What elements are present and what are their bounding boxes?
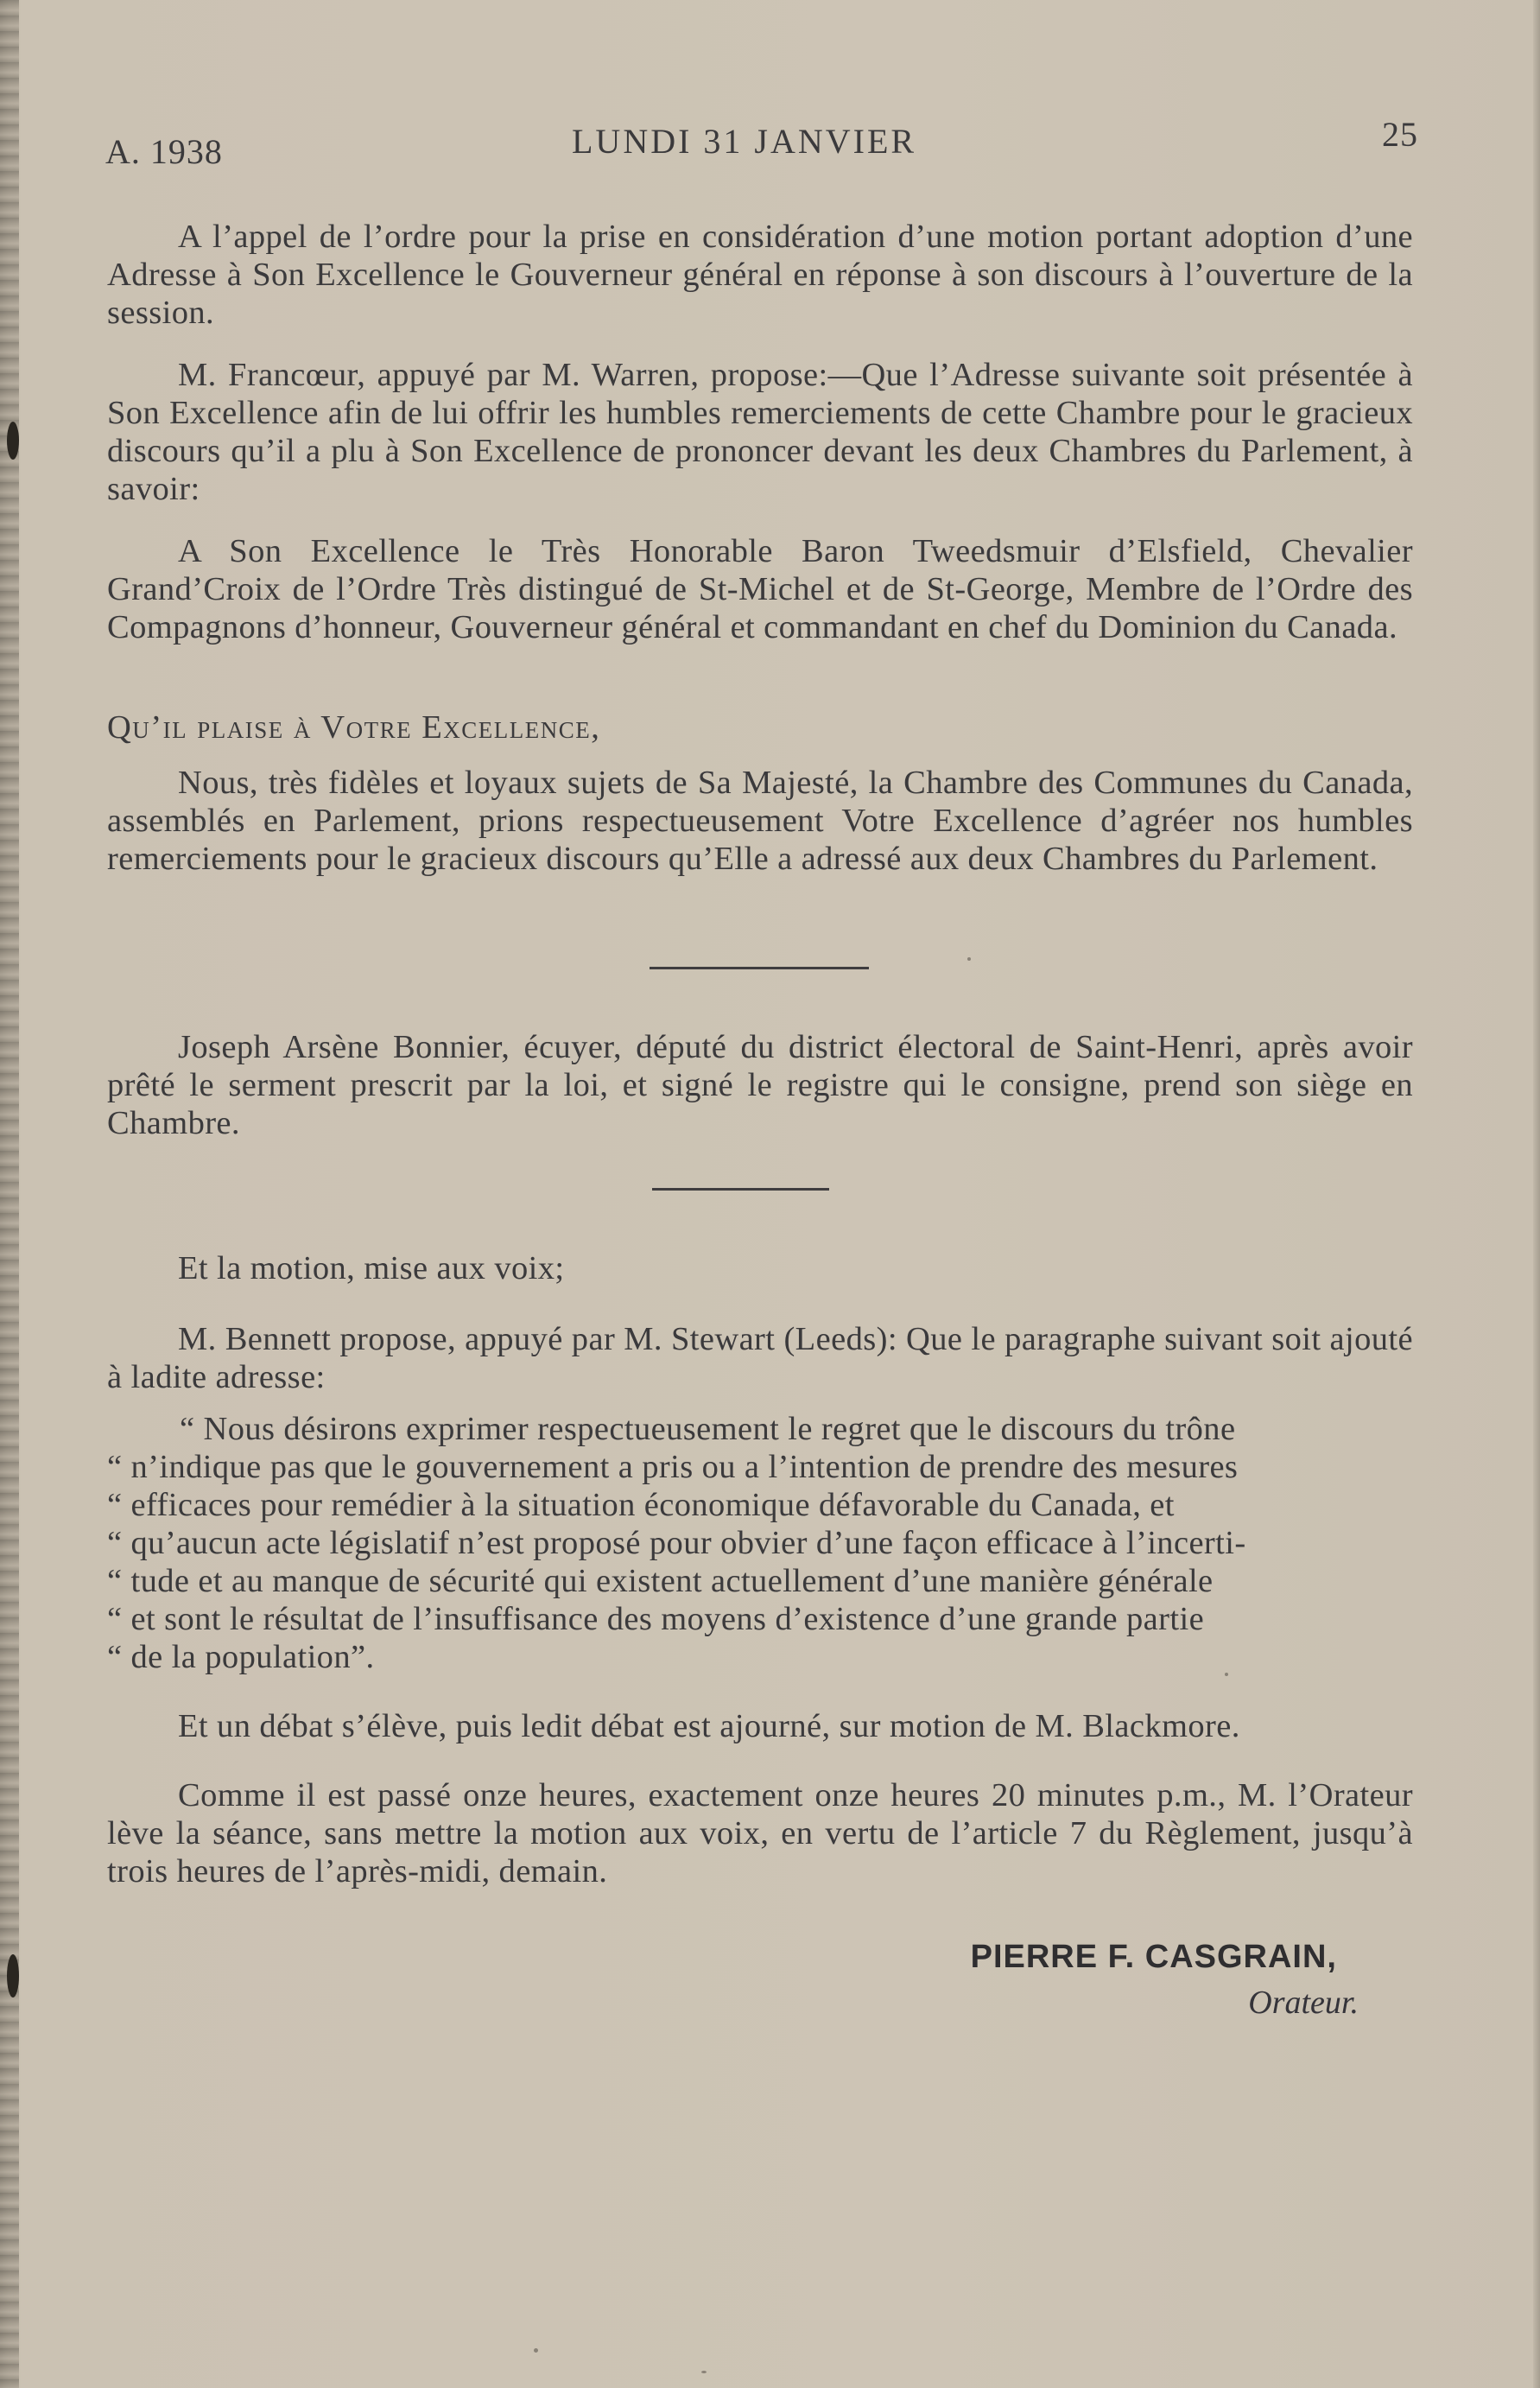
paper-speck: [1225, 1673, 1228, 1676]
quote-line: “ Nous désirons exprimer respectueusement le regret que le discours du trône: [180, 1411, 1236, 1447]
paragraph-bennett-amendment: M. Bennett propose, appuyé par M. Stewart (Leeds): Que le paragraphe suivant soit ajouté à ladite adresse:: [107, 1321, 1413, 1395]
page-number: 25: [1382, 115, 1418, 154]
paragraph-sitting-adjourned: Comme il est passé onze heures, exactement onze heures 20 minutes p.m., M. l’Orateur lève la séance, sans mettre la motion aux voix, en vertu de l’article 7 du Règlement, jusqu’à trois heures de l’après-midi, demain.: [107, 1777, 1413, 1889]
quote-line: “ tude et au manque de sécurité qui existent actuellement d’une manière générale: [107, 1563, 1214, 1599]
paragraph-bonnier-oath: Joseph Arsène Bonnier, écuyer, député du district électoral de Saint-Henri, après avoir prêté le serment prescrit par la loi, et signé le registre qui le consigne, prend son siège en Chambre.: [107, 1029, 1413, 1141]
quote-line: “ qu’aucun acte législatif n’est proposé pour obvier d’une façon efficace à l’incerti-: [107, 1525, 1246, 1561]
amendment-quote: [107, 1410, 1413, 1676]
quote-line: “ de la population”.: [107, 1639, 375, 1675]
section-divider: [652, 1188, 829, 1191]
quote-line: “ et sont le résultat de l’insuffisance des moyens d’existence d’une grande partie: [107, 1601, 1205, 1637]
paragraph-address-body: Nous, très fidèles et loyaux sujets de Sa Majesté, la Chambre des Communes du Canada, assemblés en Parlement, prions respectueusement Votre Excellence d’agréer nos humbles remerciements pour le gracieux discours qu’Elle a adressé aux deux Chambres du Parlement.: [107, 765, 1413, 877]
session-year: A. 1938: [105, 132, 223, 171]
section-divider: [650, 967, 869, 969]
paper-speck: [701, 2371, 707, 2373]
paragraph-address-recipient: A Son Excellence le Très Honorable Baron Tweedsmuir d’Elsfield, Chevalier Grand’Croix de l’Ordre Très distingué de St-Michel et de St-George, Membre de l’Ordre des Compagnons d’honneur, Gouverneur général et commandant en chef du Dominion du Canada.: [107, 533, 1413, 645]
paragraph-debate-adjourned: Et un débat s’élève, puis ledit débat est ajourné, sur motion de M. Blackmore.: [178, 1708, 1240, 1744]
paragraph-motion-francoeur: M. Francœur, appuyé par M. Warren, propose:—Que l’Adresse suivante soit présentée à Son Excellence afin de lui offrir les humbles remerciements de cette Chambre pour le gracieux discours qu’il a plu à Son Excellence de prononcer devant les deux Chambres du Parlement, à savoir:: [107, 357, 1413, 507]
speaker-name: PIERRE F. CASGRAIN,: [970, 1939, 1337, 1975]
page-date: LUNDI 31 JANVIER: [572, 122, 917, 161]
page-binding: [0, 0, 19, 2388]
quote-line: “ n’indique pas que le gouvernement a pris ou a l’intention de prendre des mesures: [107, 1449, 1239, 1485]
quote-line: “ efficaces pour remédier à la situation économique défavorable du Canada, et: [107, 1487, 1175, 1523]
paragraph-order-of-day: A l’appel de l’ordre pour la prise en considération d’une motion portant adoption d’une Adresse à Son Excellence le Gouverneur général en réponse à son discours à l’ouverture de la session.: [107, 219, 1413, 331]
paragraph-salutation: Qu’il plaise à Votre Excellence,: [107, 709, 601, 746]
paper-speck: [967, 957, 971, 961]
page-header: [105, 115, 1418, 173]
binding-mark: [7, 422, 19, 460]
binding-mark: [7, 1954, 19, 1997]
speaker-title: Orateur.: [1248, 1985, 1359, 2021]
page-edge: [1533, 0, 1540, 2388]
paragraph-motion-vote: Et la motion, mise aux voix;: [178, 1250, 565, 1286]
paper-speck: [534, 2348, 538, 2353]
